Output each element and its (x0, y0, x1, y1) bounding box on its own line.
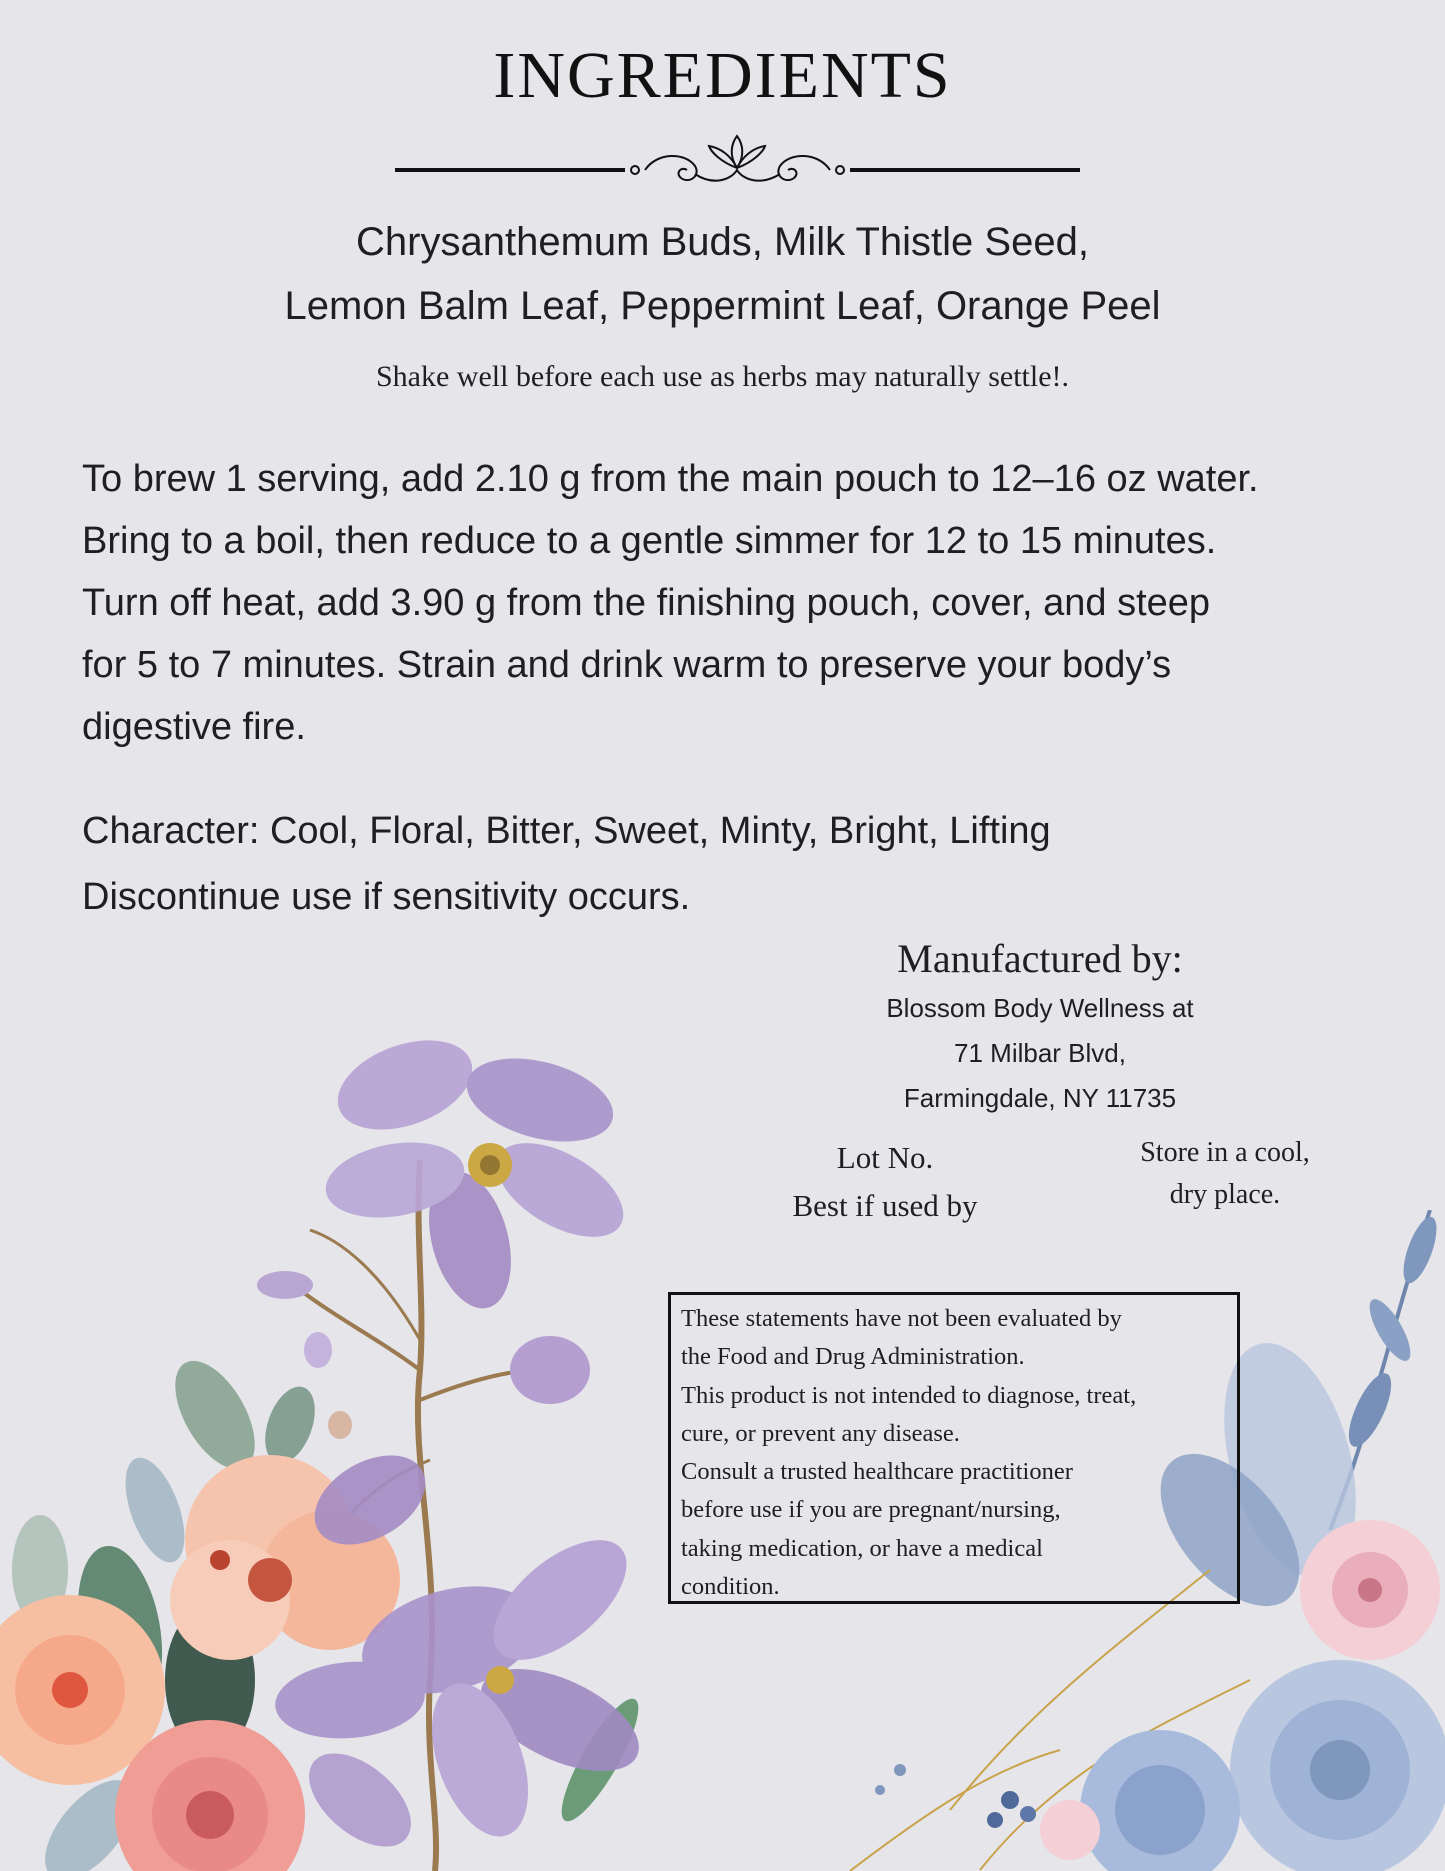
ingredients-list (0, 210, 1445, 338)
directions-line-3: Turn off heat, add 3.90 g from the finishing pouch, cover, and steep (82, 582, 1211, 624)
disclaimer-line-4: cure, or prevent any disease. (681, 1419, 960, 1447)
disclaimer-line-1: These statements have not been evaluated by (681, 1305, 1122, 1332)
ornamental-divider (395, 128, 1080, 188)
disclaimer-line-8: condition. (681, 1573, 780, 1601)
character-section (82, 798, 1382, 930)
storage-line-2: dry place. (1169, 1179, 1281, 1210)
disclaimer-line-3: This product is not intended to diagnose, treat, (681, 1381, 1137, 1409)
directions-line-1: To brew 1 serving, add 2.10 g from the main pouch to 12–16 oz water. (82, 458, 1259, 500)
ingredients-line-2: Lemon Balm Leaf, Peppermint Leaf, Orange Peel (284, 284, 1161, 328)
disclaimer-line-5: Consult a trusted healthcare practitioner (681, 1458, 1073, 1486)
storage-instructions (1110, 1132, 1340, 1216)
character-line: Character: Cool, Floral, Bitter, Sweet, Minty, Bright, Lifting (82, 810, 1051, 852)
manufacturer-city: Farmingdale, NY 11735 (903, 1083, 1177, 1113)
sensitivity-warning: Discontinue use if sensitivity occurs. (82, 876, 691, 918)
floral-illustration-left (0, 1040, 760, 1871)
ingredients-line-1: Chrysanthemum Buds, Milk Thistle Seed, (356, 220, 1089, 264)
disclaimer-line-6: before use if you are pregnant/nursing, (681, 1496, 1061, 1524)
page-title: INGREDIENTS (493, 39, 952, 112)
storage-line-1: Store in a cool, (1140, 1137, 1310, 1168)
manufacturer-address (840, 986, 1240, 1121)
disclaimer-line-2: the Food and Drug Administration. (681, 1343, 1025, 1371)
brewing-directions (82, 448, 1382, 758)
directions-line-5: digestive fire. (82, 706, 306, 748)
disclaimer-line-7: taking medication, or have a medical (681, 1534, 1043, 1562)
manufacturer-name: Blossom Body Wellness at (886, 993, 1194, 1023)
best-by-label: Best if used by (792, 1188, 978, 1223)
lot-number-label: Lot No. (836, 1140, 934, 1175)
manufacturer-street: 71 Milbar Blvd, (954, 1038, 1126, 1068)
directions-line-2: Bring to a boil, then reduce to a gentle simmer for 12 to 15 minutes. (82, 520, 1217, 562)
manufacturer-heading: Manufactured by: (897, 936, 1183, 981)
shake-note: Shake well before each use as herbs may naturally settle!. (375, 360, 1070, 393)
directions-line-4: for 5 to 7 minutes. Strain and drink warm to preserve your body’s (82, 644, 1172, 686)
fda-disclaimer-box (668, 1292, 1240, 1604)
